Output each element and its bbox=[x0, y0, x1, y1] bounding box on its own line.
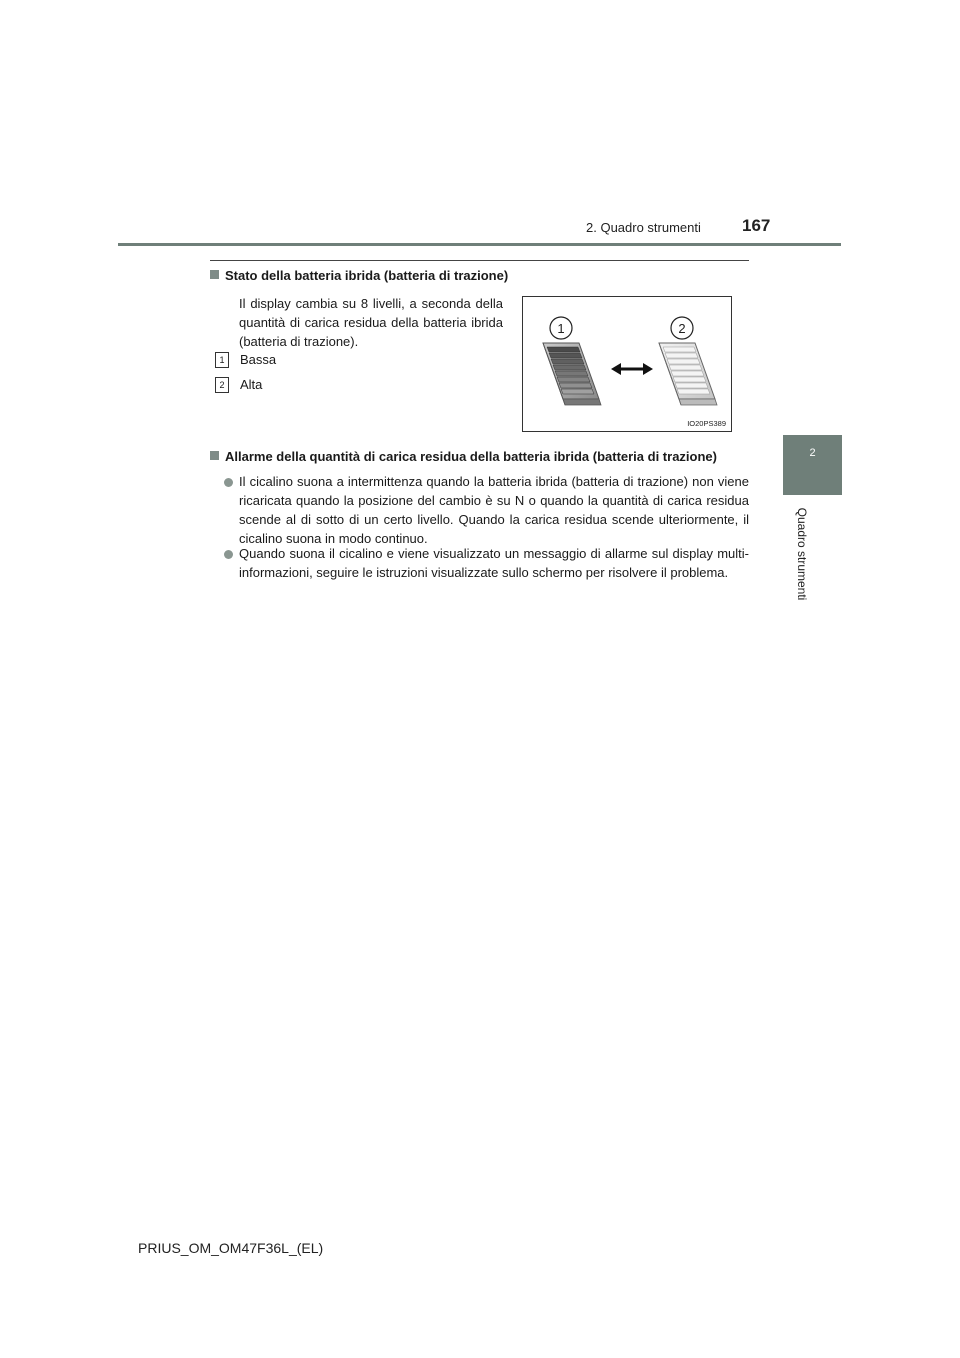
legend-label-1: Bassa bbox=[240, 352, 277, 367]
battery-level-figure bbox=[522, 296, 732, 432]
chapter-side-label: Quadro strumenti bbox=[795, 507, 809, 601]
callout-1-label: 1 bbox=[557, 321, 565, 336]
battery-high-gauge-icon bbox=[659, 343, 717, 405]
legend-number-1: 1 bbox=[215, 352, 229, 368]
bullet-dot-icon bbox=[224, 478, 233, 487]
legend-item-1 bbox=[215, 352, 276, 368]
battery-illustration bbox=[523, 297, 731, 431]
section2-bullet-2: Quando suona il cicalino e viene visualizzato un messaggio di allarme sul display multi-informazioni, seguire le istruzioni visualizzate sullo schermo per risolvere il problema. bbox=[239, 546, 749, 580]
heading-square-icon bbox=[210, 451, 219, 460]
section1-heading bbox=[210, 268, 508, 283]
legend-item-2 bbox=[215, 377, 262, 393]
legend-label-2: Alta bbox=[240, 377, 263, 392]
section1-paragraph: Il display cambia su 8 livelli, a seconda della quantità di carica residua della batteria ibrida (batteria di trazione). bbox=[239, 296, 503, 349]
section-rule bbox=[210, 260, 749, 261]
bullet-dot-icon bbox=[224, 550, 233, 559]
section2-heading bbox=[210, 449, 717, 464]
section2-heading-text: Allarme della quantità di carica residua della batteria ibrida (batteria di trazione) bbox=[225, 449, 717, 464]
section2-bullet-1: Il cicalino suona a intermittenza quando la batteria ibrida (batteria di trazione) non viene ricaricata quando la posizione del cambio è su N o quando la quantità di carica residua scende al di sotto di un certo livello. Quando la carica residua scende ulteriormente, il cicalino suona in modo continuo. bbox=[239, 474, 749, 546]
legend-number-2: 2 bbox=[215, 377, 229, 393]
section1-heading-text: Stato della batteria ibrida (batteria di trazione) bbox=[225, 268, 509, 283]
heading-square-icon bbox=[210, 270, 219, 279]
chapter-tab-number: 2 bbox=[809, 447, 816, 459]
double-arrow-icon bbox=[611, 363, 653, 375]
chapter-tab bbox=[783, 435, 842, 495]
header-rule bbox=[118, 243, 841, 246]
footer-document-code: PRIUS_OM_OM47F36L_(EL) bbox=[138, 1240, 324, 1256]
callout-2-label: 2 bbox=[678, 321, 686, 336]
battery-low-gauge-icon bbox=[543, 343, 601, 405]
header-section-title: 2. Quadro strumenti bbox=[586, 220, 701, 235]
page-number: 167 bbox=[742, 216, 771, 235]
figure-code: IO20PS389 bbox=[687, 419, 726, 428]
